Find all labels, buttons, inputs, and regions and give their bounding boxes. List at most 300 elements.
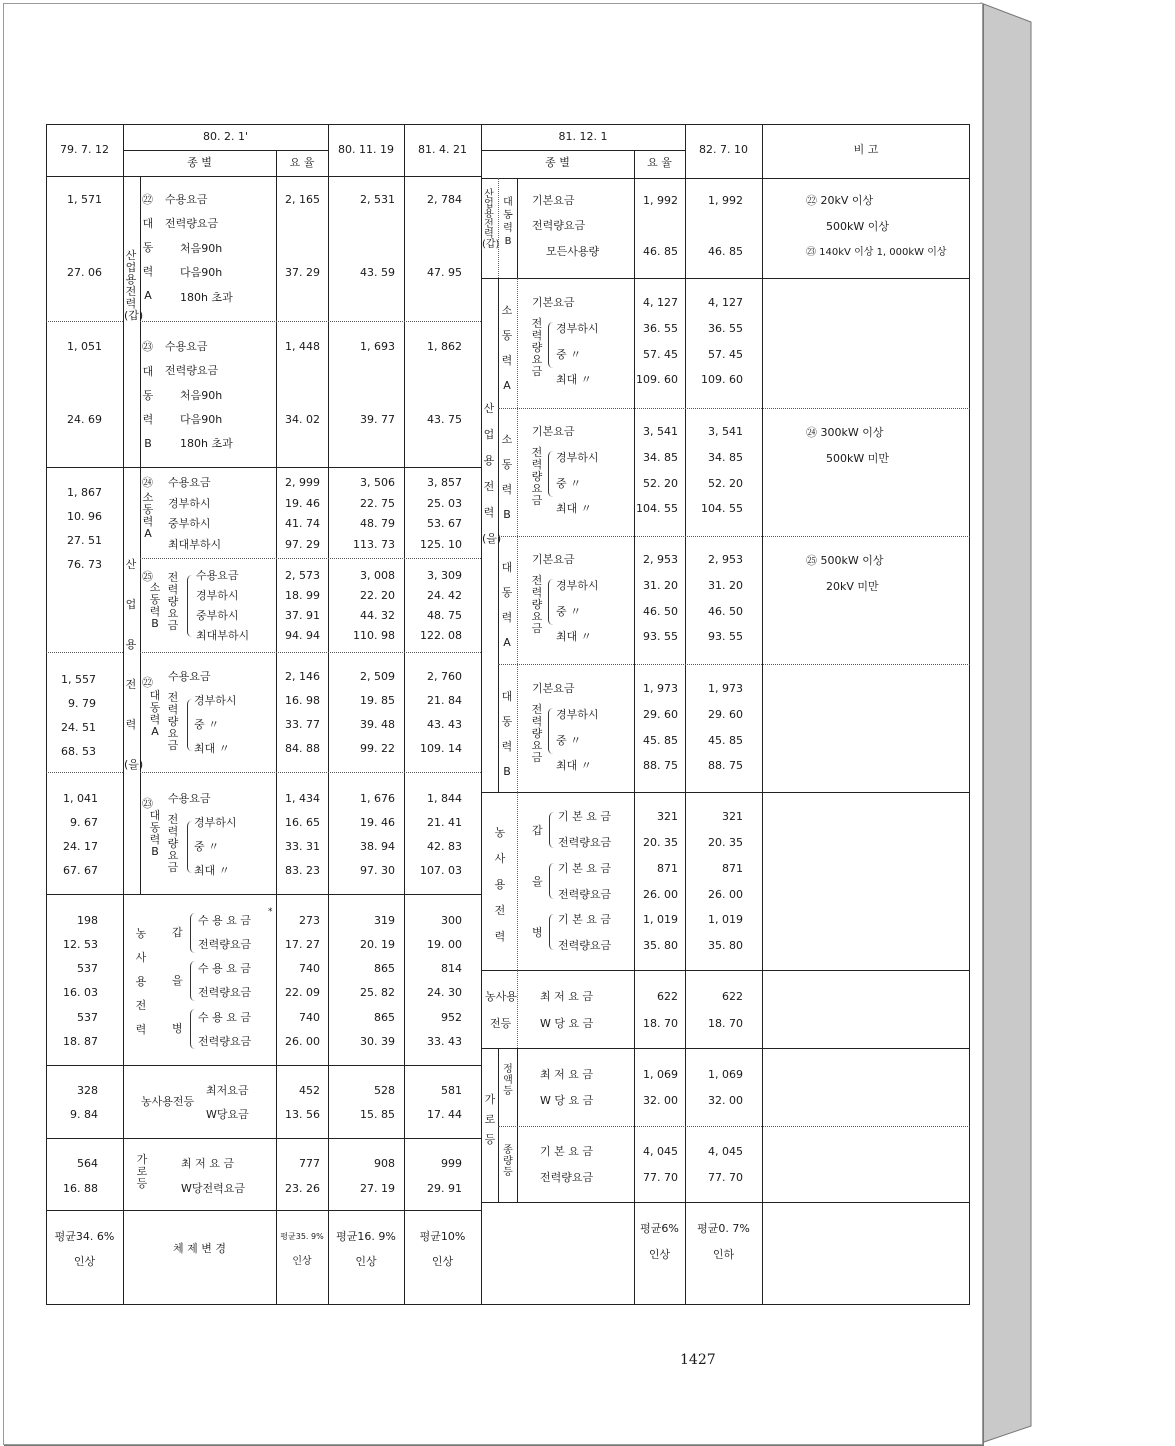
right-st-rate: 77. 70 [708,1171,743,1184]
rate-cell: 107. 03 [420,864,462,877]
rate-cell: 2, 999 [285,476,320,489]
farm-item: 수 용 요 금 [198,914,251,927]
street-label: 가로등 [136,1153,148,1190]
g2-s22-item: 중 〃 [194,718,220,731]
right-st-item: 최 저 요 금 [540,1068,593,1081]
g2-s22-energy: 전력량요금 [167,691,179,752]
foot-right-2a: 평균0. 7% [697,1222,750,1235]
header-rate-2: 요 율 [647,156,672,169]
foot-right-2b: 인하 [712,1248,735,1261]
rate-cell: 22. 09 [285,986,320,999]
rate-cell: 45. 85 [708,734,743,747]
right-dA-item: 경부하시 [556,579,599,592]
street-item: 최 저 요 금 [181,1157,234,1170]
g2-s22-item: 경부하시 [194,694,237,707]
rate-cell: 20. 35 [708,836,743,849]
old-rate-cell: 68. 53 [61,745,96,758]
rate-cell: 22. 75 [360,497,395,510]
right-eul-group: 산업용전력(을) [482,402,502,545]
right-farm-item: 전력량요금 [558,939,612,952]
rate-cell: 20. 35 [643,836,678,849]
rate-cell: 19. 46 [360,816,395,829]
foot-right-1b: 인상 [648,1248,671,1261]
rate-cell: 57. 45 [643,348,678,361]
farm-item: 수 용 요 금 [198,1011,251,1024]
rate-cell: 35. 80 [643,939,678,952]
right-dB-item: 중 〃 [556,734,582,747]
g1-b-item: 180h 초과 [180,437,233,450]
rate-cell: 3, 506 [360,476,395,489]
header-kind-2: 종 별 [545,156,570,169]
rate-cell: 26. 00 [708,888,743,901]
g1-a-item: 전력량요금 [165,217,219,230]
farm-label: 을 [172,974,183,987]
right-note: ㉓ 140kV 이상 1, 000kW 이상 [806,247,947,258]
g1-b-rate: 39. 77 [360,413,395,426]
g2-s25-num: ㉕ [142,570,153,583]
right-sB-item: 경부하시 [556,451,599,464]
rate-cell: 17. 27 [285,938,320,951]
g1-a-rate: 2, 784 [427,193,462,206]
rate-cell: 36. 55 [643,322,678,335]
g1-a-item: 수용요금 [165,193,208,206]
rate-cell: 19. 46 [285,497,320,510]
farm-item: 수 용 요 금 [198,962,251,975]
right-fl-rate: 622 [722,990,743,1003]
right-sB-label: 소동력B [501,433,513,521]
old-rate-cell: 12. 53 [63,938,98,951]
foot-left-3a: 평균35. 9% [280,1232,324,1241]
rate-cell: 814 [441,962,462,975]
rate-cell: 321 [657,810,678,823]
g1-a-rate: 43. 59 [360,266,395,279]
rate-cell: 33. 31 [285,840,320,853]
right-note: 20kV 미만 [826,580,879,593]
g2-s25-item: 경부하시 [196,589,239,602]
rate-cell: 30. 39 [360,1035,395,1048]
rate-cell: 34. 85 [643,451,678,464]
rate-cell: 25. 82 [360,986,395,999]
rate-cell: 88. 75 [643,759,678,772]
rate-cell: 42. 83 [427,840,462,853]
right-st-rate: 4, 045 [708,1145,743,1158]
foot-right-1a: 평균6% [640,1222,679,1235]
right-note: 500kW 미만 [826,452,889,465]
old-rate-cell: 9. 67 [70,816,98,829]
brace [549,812,554,848]
old-rate-cell: 9. 79 [68,697,96,710]
right-dA-item: 중 〃 [556,605,582,618]
rate-cell: 865 [374,962,395,975]
rate-cell: 34. 85 [708,451,743,464]
brace [190,961,195,1001]
farmlight-item: W당요금 [206,1108,249,1121]
right-gap-rate: 1, 992 [643,194,678,207]
g2-s23-item: 경부하시 [194,816,237,829]
right-fl-rate: 18. 70 [708,1017,743,1030]
rate-cell: 2, 573 [285,569,320,582]
g2-s23-item: 최대 〃 [194,864,230,877]
header-date-81-12: 81. 12. 1 [558,130,608,143]
right-sB-item: 최대 〃 [556,502,592,515]
g2-group-label: 산업용전력(을) [124,558,144,771]
rate-cell: 19. 00 [427,938,462,951]
foot-left-2: 체 제 변 경 [173,1242,226,1255]
rate-cell: 1, 676 [360,792,395,805]
right-gap-item: 기본요금 [532,194,575,207]
header-date-81-4: 81. 4. 21 [418,143,467,156]
rate-cell: 36. 55 [708,322,743,335]
g1-a-label: 대동력A [142,217,154,302]
right-fl-item: 최 저 요 금 [540,990,593,1003]
g2-s25-item: 중부하시 [196,609,239,622]
rate-cell: 2, 953 [643,553,678,566]
rate-cell: 52. 20 [708,477,743,490]
rate-cell: 46. 50 [708,605,743,618]
rate-cell: 53. 67 [427,517,462,530]
g2-s24-label: 소동력A [142,491,154,540]
g2-s24-item: 경부하시 [168,497,211,510]
old-rate-cell: 537 [77,962,98,975]
right-st-b: 종량등 [503,1145,513,1178]
rate-cell: 88. 75 [708,759,743,772]
g2-s22-label: 대동력A [149,689,161,738]
right-dB-item: 기본요금 [532,682,575,695]
right-sB-item: 중 〃 [556,477,582,490]
rate-cell: 1, 973 [643,682,678,695]
page-number: 1427 [680,1352,716,1368]
rate-cell: 25. 03 [427,497,462,510]
rate-cell: 26. 00 [285,1035,320,1048]
brace [548,579,553,625]
rate-cell: 24. 42 [427,589,462,602]
right-fl-label: 농사용 [485,990,517,1003]
right-farm-item: 전력량요금 [558,836,612,849]
old-rate-cell: 198 [77,914,98,927]
right-farm-label: 갑 [532,824,543,837]
farm-item: 전력량요금 [198,1035,252,1048]
g2-s22-item: 최대 〃 [194,742,230,755]
rate-cell: 740 [299,962,320,975]
foot-left-1a: 평균34. 6% [54,1230,115,1243]
right-st-group: 가로등 [484,1093,496,1146]
right-note: ㉕ 500kW 이상 [806,554,884,567]
farm-label: 갑 [172,926,183,939]
brace [187,821,192,873]
header-date-80-11: 80. 11. 19 [338,143,394,156]
g1-a-rate: 2, 165 [285,193,320,206]
rate-cell: 104. 55 [636,502,678,515]
brace [190,913,195,953]
right-note: 500kW 이상 [826,220,889,233]
right-sA-item: 중 〃 [556,348,582,361]
g1-b-num: ㉓ [142,340,153,353]
right-fl-rate: 18. 70 [643,1017,678,1030]
header-rate: 요 율 [289,156,315,169]
rate-cell: 300 [441,914,462,927]
g2-s23-energy: 전력량요금 [167,813,179,874]
foot-left-5b: 인상 [431,1255,454,1268]
rate-cell: 2, 953 [708,553,743,566]
g1-a-item: 처음90h [180,242,223,255]
g1-a-rate: 2, 531 [360,193,395,206]
rate-cell: 109. 60 [701,373,743,386]
g1-b-rate: 43. 75 [427,413,462,426]
rate-cell: 2, 146 [285,670,320,683]
foot-left-1b: 인상 [73,1255,96,1268]
g1-a-item: 180h 초과 [180,291,233,304]
rate-cell: 46. 50 [643,605,678,618]
farm-group-label: 농사용전력 [135,927,147,1036]
rate-cell: 113. 73 [353,538,395,551]
right-sA-label: 소동력A [501,304,513,392]
header-date-80-2: 80. 2. 1' [202,130,248,143]
rate-cell: 908 [374,1157,395,1170]
g1-b-item: 수용요금 [165,340,208,353]
rate-cell: 777 [299,1157,320,1170]
farm-mark: * [268,907,273,917]
right-sA-item: 경부하시 [556,322,599,335]
rate-cell: 122. 08 [420,629,462,642]
rate-cell: 22. 20 [360,589,395,602]
foot-left-4b: 인상 [355,1255,377,1268]
header-date-82-7: 82. 7. 10 [699,143,748,156]
header-date-79: 79. 7. 12 [60,143,109,156]
rate-cell: 452 [299,1084,320,1097]
rate-cell: 45. 85 [643,734,678,747]
rate-cell: 43. 43 [427,718,462,731]
rate-cell: 871 [722,862,743,875]
rate-cell: 865 [374,1011,395,1024]
rate-cell: 3, 857 [427,476,462,489]
rate-cell: 1, 434 [285,792,320,805]
rate-cell: 52. 20 [643,477,678,490]
right-dB-label: 대동력B [501,690,513,778]
brace [187,575,192,637]
right-gap-rate: 1, 992 [708,194,743,207]
rate-cell: 33. 77 [285,718,320,731]
foot-left-3b: 인상 [292,1256,312,1267]
right-energy-label: 전력량요금 [531,574,543,635]
right-st-rate: 1, 069 [708,1068,743,1081]
g1-b-old: 1, 051 [67,340,102,353]
old-rate-cell: 328 [77,1084,98,1097]
rate-cell: 35. 80 [708,939,743,952]
old-rate-cell: 9. 84 [70,1108,98,1121]
g1-b-rate: 1, 448 [285,340,320,353]
rate-cell: 29. 60 [643,708,678,721]
old-rate-cell: 67. 67 [63,864,98,877]
header-kind: 종 별 [187,156,212,169]
rate-cell: 44. 32 [360,609,395,622]
rate-cell: 48. 75 [427,609,462,622]
g2-s24-item: 수용요금 [168,476,211,489]
g2-s23-label: 대동력B [149,809,161,858]
g1-b-label: 대동력B [142,365,154,450]
old-rate-cell: 16. 03 [63,986,98,999]
rate-cell: 125. 10 [420,538,462,551]
right-energy-label: 전력량요금 [531,317,543,378]
old-rate-cell: 1, 557 [61,673,96,686]
g2-s24-old: 27. 51 [67,534,102,547]
brace [187,699,192,751]
right-gap-item: 모든사용량 [546,245,600,258]
rate-cell: 16. 98 [285,694,320,707]
rate-cell: 29. 60 [708,708,743,721]
g2-s24-old: 10. 96 [67,510,102,523]
right-dA-item: 최대 〃 [556,630,592,643]
rate-cell: 13. 56 [285,1108,320,1121]
right-st-item: 기 본 요 금 [540,1145,593,1158]
brace [549,863,554,899]
right-st-rate: 32. 00 [708,1094,743,1107]
right-farm-group: 농사용전력 [494,826,506,943]
rate-cell: 273 [299,914,320,927]
rate-cell: 109. 14 [420,742,462,755]
right-fl-rate: 622 [657,990,678,1003]
g1-a-num: ㉒ [142,193,153,206]
old-rate-cell: 24. 51 [61,721,96,734]
right-gap-item: 전력량요금 [532,219,586,232]
right-st-rate: 32. 00 [643,1094,678,1107]
rate-cell: 740 [299,1011,320,1024]
rate-cell: 16. 65 [285,816,320,829]
right-st-item: 전력량요금 [540,1171,594,1184]
brace [548,451,553,497]
rate-cell: 93. 55 [643,630,678,643]
g2-s23-item: 중 〃 [194,840,220,853]
foot-left-4a: 평균16. 9% [336,1230,396,1243]
right-sA-item: 기본요금 [532,296,575,309]
rate-cell: 31. 20 [643,579,678,592]
old-rate-cell: 16. 88 [63,1182,98,1195]
farmlight-item: 최저요금 [206,1084,249,1097]
rate-cell: 27. 19 [360,1182,395,1195]
rate-cell: 20. 19 [360,938,395,951]
rate-cell: 33. 43 [427,1035,462,1048]
header-remark: 비 고 [853,143,879,156]
rate-cell: 110. 98 [353,629,395,642]
farm-label: 병 [172,1022,183,1035]
right-energy-label: 전력량요금 [531,446,543,507]
g2-s24-item: 최대부하시 [168,538,222,551]
g1-a-old: 1, 571 [67,193,102,206]
rate-cell: 48. 79 [360,517,395,530]
rate-cell: 38. 94 [360,840,395,853]
rate-cell: 94. 94 [285,629,320,642]
right-sA-item: 최대 〃 [556,373,592,386]
g1-a-old: 27. 06 [67,266,102,279]
g2-s24-item: 중부하시 [168,517,211,530]
right-note: ㉒ 20kV 이상 [806,194,874,207]
rate-cell: 15. 85 [360,1108,395,1121]
rate-cell: 17. 44 [427,1108,462,1121]
g1-a-rate: 47. 95 [427,266,462,279]
rate-cell: 21. 84 [427,694,462,707]
right-gap-group: 산업용전력(갑) [482,189,500,250]
old-rate-cell: 24. 17 [63,840,98,853]
old-rate-cell: 564 [77,1157,98,1170]
g2-s23-num: ㉓ [142,797,153,810]
right-st-rate: 1, 069 [643,1068,678,1081]
right-st-a: 정액등 [503,1064,513,1097]
rate-cell: 319 [374,914,395,927]
rate-cell: 18. 99 [285,589,320,602]
brace [548,322,553,368]
rate-cell: 97. 29 [285,538,320,551]
right-gap-rate: 46. 85 [643,245,678,258]
g2-s23-item: 수용요금 [168,792,211,805]
right-st-rate: 4, 045 [643,1145,678,1158]
old-rate-cell: 18. 87 [63,1035,98,1048]
g1-a-rate: 37. 29 [285,266,320,279]
rate-cell: 3, 541 [708,425,743,438]
right-farm-item: 기 본 요 금 [558,913,611,926]
rate-cell: 871 [657,862,678,875]
g2-s22-num: ㉒ [142,676,153,689]
g1-a-item: 다음90h [180,266,223,279]
right-dA-label: 대동력A [501,561,513,649]
g1-b-old: 24. 69 [67,413,102,426]
rate-cell: 321 [722,810,743,823]
rate-cell: 93. 55 [708,630,743,643]
rate-cell: 37. 91 [285,609,320,622]
rate-cell: 84. 88 [285,742,320,755]
rate-cell: 104. 55 [701,502,743,515]
rate-cell: 41. 74 [285,517,320,530]
farm-item: 전력량요금 [198,986,252,999]
g1-group-label: 산업용전력(갑) [124,249,144,322]
brace [548,708,553,754]
rate-cell: 3, 309 [427,569,462,582]
rate-cell: 3, 008 [360,569,395,582]
g2-s24-old: 1, 867 [67,486,102,499]
right-farm-item: 전력량요금 [558,888,612,901]
g1-b-rate: 1, 693 [360,340,395,353]
g1-b-item: 다음90h [180,413,223,426]
right-dB-item: 경부하시 [556,708,599,721]
g2-s25-item: 최대부하시 [196,629,250,642]
rate-cell: 23. 26 [285,1182,320,1195]
foot-left-5a: 평균10% [419,1230,466,1243]
rate-cell: 1, 019 [643,913,678,926]
rate-cell: 581 [441,1084,462,1097]
right-st-rate: 77. 70 [643,1171,678,1184]
farm-item: 전력량요금 [198,938,252,951]
rate-cell: 57. 45 [708,348,743,361]
right-gap-sub: 대동력B [503,197,513,247]
rate-cell: 31. 20 [708,579,743,592]
right-fl-item: W 당 요 금 [540,1017,594,1030]
street-item: W당전력요금 [181,1182,246,1195]
right-dA-item: 기본요금 [532,553,575,566]
right-st-item: W 당 요 금 [540,1094,594,1107]
rate-cell: 3, 541 [643,425,678,438]
rate-cell: 39. 48 [360,718,395,731]
brace [549,914,554,950]
g2-s25-item: 수용요금 [196,569,239,582]
rate-cell: 952 [441,1011,462,1024]
rate-cell: 528 [374,1084,395,1097]
g2-s22-item: 수용요금 [168,670,211,683]
right-energy-label: 전력량요금 [531,703,543,764]
right-farm-label: 병 [532,926,543,939]
right-fl-label: 전등 [490,1017,512,1030]
g2-s24-old: 76. 73 [67,558,102,571]
rate-cell: 4, 127 [708,296,743,309]
g2-s24-num: ㉔ [142,476,153,489]
rate-cell: 99. 22 [360,742,395,755]
